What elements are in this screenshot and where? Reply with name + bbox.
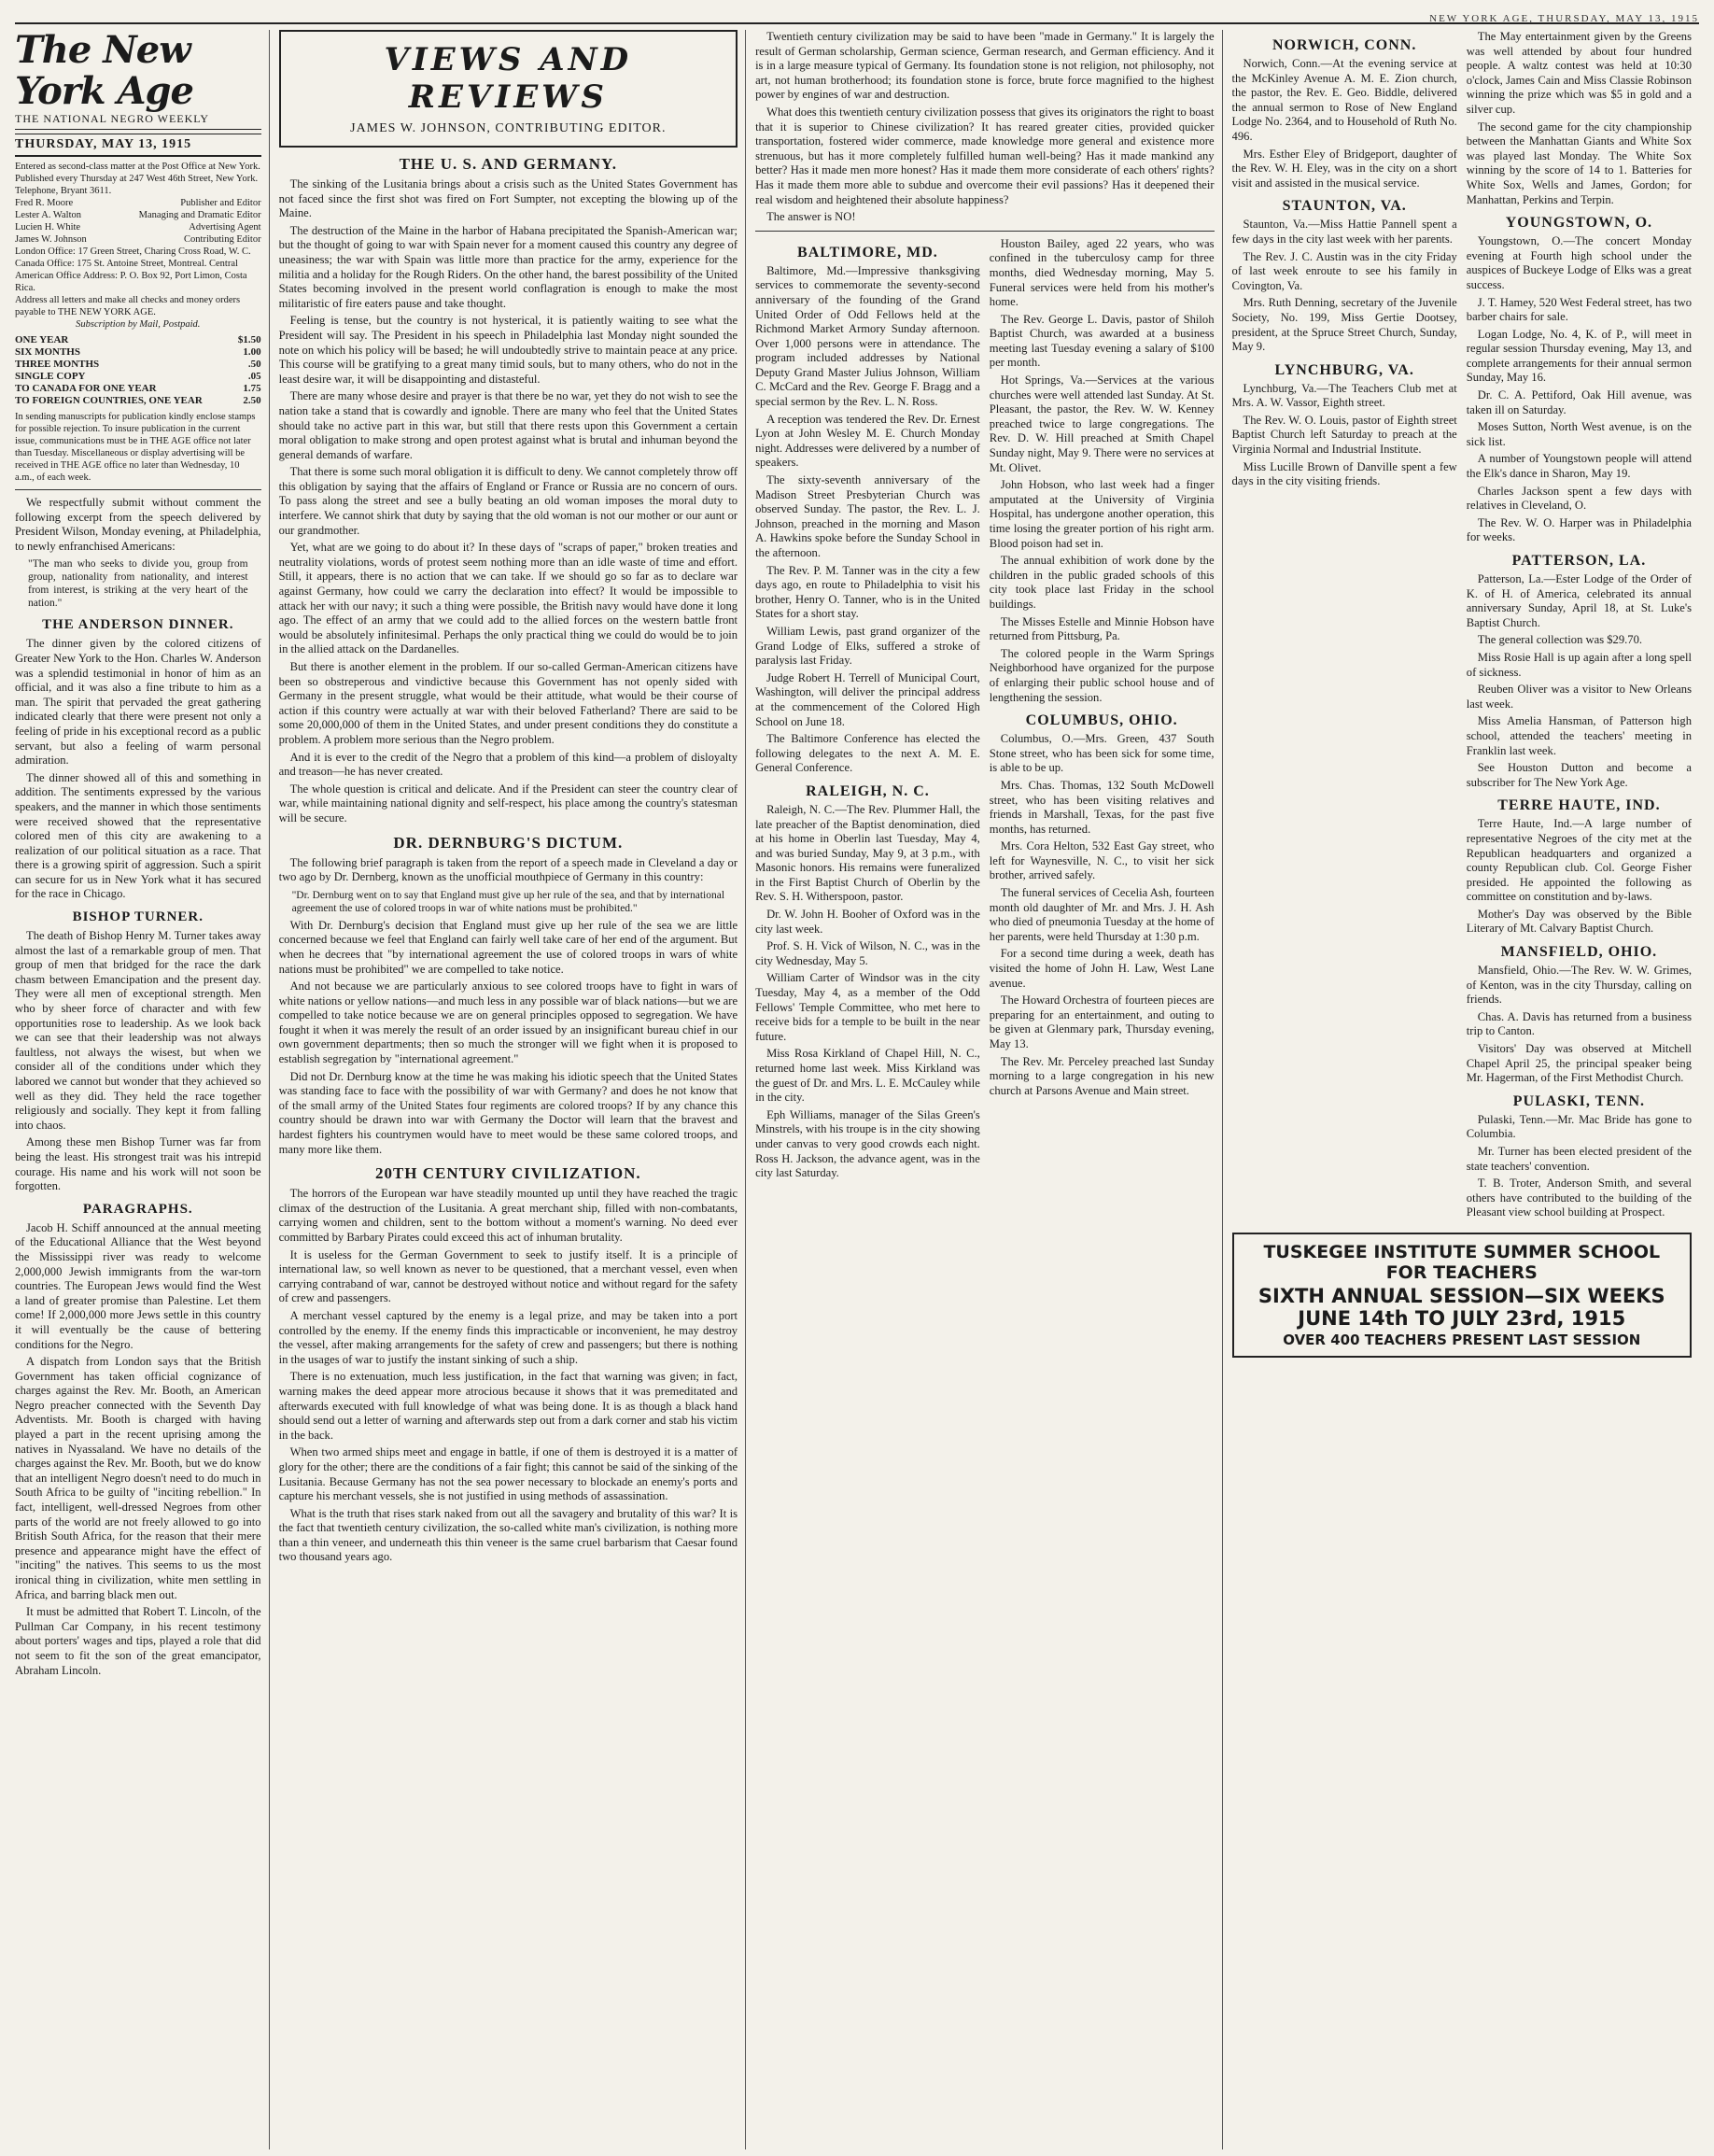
local-notes <box>990 237 1215 371</box>
staff-row <box>15 197 261 209</box>
staff-role: Managing and Dramatic Editor <box>138 210 261 220</box>
rate-label: SINGLE COPY <box>15 371 86 382</box>
paragraph: The Rev. P. M. Tanner was in the city a few days ago, en route to Philadelphia to visit his brother, Henry O. Tanner, who is in the United States for a short stay. <box>755 563 980 621</box>
paragraph: Mr. Turner has been elected president of the state teachers' convention. <box>1466 1145 1693 1173</box>
paragraph: Mother's Day was observed by the Bible Literary of Mt. Calvary Baptist Church. <box>1466 907 1693 936</box>
rate-row <box>15 371 261 383</box>
staff-list <box>15 197 261 246</box>
paragraph: And it is ever to the credit of the Negro that a problem of this kind—a problem of disloyalty and treason—he has never created. <box>278 750 738 779</box>
rate-row <box>15 359 261 371</box>
entertainment-notes <box>1467 30 1692 207</box>
paragraph: Did not Dr. Dernburg know at the time he was making his idiotic speech that the United States was standing face to face with the possibility of war with Germany? and does he not know that of the small army of the United States four regiments are colored troops? If by any chance this country should be drawn into war with Germany the Doctor will learn that the bravest and hardest fighters his countrymen would have to meet would be these same colored troops, and many more like them. <box>278 1069 738 1156</box>
youngstown-body <box>1467 234 1692 545</box>
paragraph: Patterson, La.—Ester Lodge of the Order of K. of H. of America, celebrated its annual anniversary Sunday, April 18, at St. Luke's Baptist Church. <box>1466 572 1693 629</box>
paragraph: The whole question is critical and delicate. And if the President can steer the country clear of war, while maintaining national dignity and self-respect, his place among the country's statesman will be secure. <box>278 782 738 824</box>
rate-row <box>15 346 261 359</box>
column-1 <box>15 30 270 2149</box>
baltimore-heading: BALTIMORE, MD. <box>797 244 938 261</box>
submission-notice: In sending manuscripts for publication kindly enclose stamps for possible rejection. To insure publication in the current issue, communications must be in THE AGE office not later than Tuesday. Miscellaneous or display advertising will be received in THE AGE office no later than Wednesday, 10 a.m., of each week. <box>15 412 256 483</box>
staunton-heading: STAUNTON, VA. <box>1282 198 1407 215</box>
column-3-split <box>755 237 1214 1184</box>
paragraph: The death of Bishop Henry M. Turner takes away almost the last of a remarkable group of men. That group of men that bridged for the race the dark chasm between Emancipation and the present day. They were all men of exceptional strength. Men who by sheer force of character and with few opportunities rose to leadership. As we look back we can see that their leadership was not always faultless, not always the wisest, but when we consider all of the conditions under which they labored we cannot but wonder that they achieved so well as they did. They held the race together religiously and socially. They kept it from falling into chaos. <box>15 929 261 1132</box>
paragraph: Visitors' Day was observed at Mitchell Chapel April 25, the principal speaker being Mr. Hagerman, of the First Methodist Church. <box>1466 1042 1693 1085</box>
paragraph: Mansfield, Ohio.—The Rev. W. W. Grimes, of Kenton, was in the city Thursday, calling on friends. <box>1466 964 1693 1007</box>
paragraph: Mrs. Ruth Denning, secretary of the Juvenile Society, No. 199, Miss Gertie Dootsey, president, at the Spruce Street Church, Sunday, May 9. <box>1231 296 1457 354</box>
views-reviews-byline: JAMES W. JOHNSON, CONTRIBUTING EDITOR. <box>350 121 667 135</box>
paragraph: The destruction of the Maine in the harbor of Habana precipitated the Spanish-American war; but the thought of going to war with Spain never for a moment caused this country any degree of uneasiness; the war with Spain was little more than practice for the army, experience for the militia and a holiday for the Rough Riders. On the other hand, the barest possibility of the United States becoming involved in the present world conflagration is enough to make the most militaristic of fire eaters pause and take thought. <box>278 223 738 310</box>
column-2 <box>279 30 746 2149</box>
paragraph: That there is some such moral obligation it is difficult to deny. We cannot completely throw off this obligation by saying that the affairs of England or France or Russia are no concern of ours. To pass along the street and see a bully beating an old woman imposes the moral duty to interfere. We cannot shirk that duty by saying that the old woman is not our mother or our aunt or our grandmother. <box>278 465 738 537</box>
paragraph: A merchant vessel captured by the enemy is a legal prize, and may be taken into a port controlled by the enemy. If the enemy finds this impracticable or inconvenient, he may destroy the vessel, after making arrangements for the safety of crew and passengers; but there is nothing in the usages of war to justify the instant sinking of such a ship. <box>278 1308 738 1366</box>
paragraphs-body <box>15 1221 261 1678</box>
staff-name: James W. Johnson <box>15 234 87 245</box>
patterson-heading: PATTERSON, LA. <box>1511 553 1647 569</box>
paragraph: Youngstown, O.—The concert Monday evening at Fourth high school under the auspices of Buckeye Lodge of Elks was a great success. <box>1466 234 1693 291</box>
rate-price: 1.75 <box>243 383 261 394</box>
staunton-body <box>1232 218 1457 354</box>
top-strip: NEW YORK AGE, THURSDAY, MAY 13, 1915 <box>15 13 1699 24</box>
column-4-split <box>1232 30 1692 1223</box>
column-3-right <box>990 237 1215 1184</box>
paragraph: Reuben Oliver was a visitor to New Orleans last week. <box>1466 683 1693 711</box>
civilization-body <box>279 1187 738 1565</box>
turner-body <box>15 929 261 1194</box>
paragraph: Dr. W. John H. Booher of Oxford was in the city last week. <box>755 908 980 936</box>
staff-row <box>15 209 261 221</box>
column-3 <box>755 30 1222 2149</box>
paragraph: Jacob H. Schiff announced at the annual meeting of the Educational Alliance that the West beyond the Mississippi river was ready to welcome 2,000,000 Jewish immigrants from the war-torn countries. The European Jews would find the West a land of greater promise than Palestine. Let them come! If 2,000,000 more Jews settle in this country it will eventually be the cause of bettering conditions for the Negro. <box>15 1220 261 1351</box>
dernburg-intro: The following brief paragraph is taken from the report of a speech made in Cleveland a day or two ago by Dr. Dernberg, known as the unofficial mouthpiece of Germany in this country: <box>278 855 738 884</box>
staff-role: Publisher and Editor <box>180 198 261 208</box>
rates-table <box>15 334 261 407</box>
youngstown-heading: YOUNGSTOWN, O. <box>1505 215 1653 232</box>
paragraph: Hot Springs, Va.—Services at the various churches were well attended last Sunday. At St. Pleasant, the pastor, the Rev. W. W. Kenney preached twice to large congregations. The Rev. D. W. Hill preached at Smith Chapel Sunday night, May 9. There were no services at Mt. Olivet. <box>989 373 1215 474</box>
hot-springs-body <box>990 373 1215 705</box>
wilson-quote: "The man who seeks to divide you, group from group, nationality from nationality, and interest from interest, is striking at the very heart of the nation." <box>28 558 248 610</box>
paragraph: Raleigh, N. C.—The Rev. Plummer Hall, the late preacher of the Baptist denomination, died at his home in Oberlin last Tuesday, May 4, and was buried Sunday, May 9, at 3 p.m., with Masonic honors. His remains were funeralized in the First Baptist Church of Oberlin by the Rev. S. H. Witherspoon, pastor. <box>755 802 980 904</box>
paragraph: T. B. Troter, Anderson Smith, and several others have contributed to the building of the Pleasant view school building at Prospect. <box>1466 1177 1693 1219</box>
paragraph: The Rev. W. O. Louis, pastor of Eighth street Baptist Church left Saturday to preach at the Virginia Normal and Industrial Institute. <box>1231 413 1457 457</box>
pulaski-body <box>1467 1113 1692 1220</box>
paragraph: The Rev. W. O. Harper was in Philadelphia for weeks. <box>1466 515 1693 544</box>
norwich-body <box>1232 57 1457 190</box>
paragraph: Mrs. Chas. Thomas, 132 South McDowell street, who has been visiting relatives and friends in Marshall, Texas, for the past five months, has returned. <box>989 778 1215 836</box>
columns <box>15 30 1699 2149</box>
lynchburg-body <box>1232 382 1457 489</box>
paragraph: William Lewis, past grand organizer of the Grand Lodge of Elks, suffered a stroke of paralysis last Friday. <box>755 624 980 668</box>
staff-name: Lester A. Walton <box>15 210 81 220</box>
paragraph: The second game for the city championship between the Manhattan Giants and White Sox was played last Monday. The White Sox winning by the score of 14 to 1. Batteries for White Sox, Wells and James, Gordon; for Manhattan, Perkins and Terpin. <box>1466 120 1693 206</box>
paragraph: Houston Bailey, aged 22 years, who was confined in the tuberculosy camp for three months, died Wednesday morning, May 5. Funeral services were held from his mother's home. <box>989 236 1215 309</box>
dernburg-body <box>279 919 738 1158</box>
paragraph: John Hobson, who last week had a finger amputated at the University of Virginia Hospital, has undergone another operation, this time losing the greater portion of his right arm. Blood poison had set in. <box>989 478 1215 550</box>
address-note: Address all letters and make all checks and money orders payable to THE NEW YORK AGE. <box>15 295 241 317</box>
rate-price: 2.50 <box>243 395 261 406</box>
rate-price: .50 <box>247 359 261 370</box>
tuskegee-session: SIXTH ANNUAL SESSION—SIX WEEKS <box>1257 1284 1665 1307</box>
paragraph: The annual exhibition of work done by the children in the public graded schools of this city took place last Friday in the school buildings. <box>989 554 1215 611</box>
paragraph: When two armed ships meet and engage in battle, if one of them is destroyed it is a matter of glory for the other; there are the conditions of a fair fight; this cannot be said of the sinking of the Lusitania. Because Germany has not the sea power necessary to blockade an enemy's ports and capture his merchant vessels, she is not justified in using methods of assassination. <box>278 1445 738 1503</box>
paragraph: Charles Jackson spent a few days with relatives in Cleveland, O. <box>1466 484 1693 513</box>
paragraph: Mrs. Cora Helton, 532 East Gay street, who left for Waynesville, N. C., to visit her sick brother, arrived safely. <box>989 839 1215 882</box>
paragraph: For a second time during a week, death has visited the home of John H. Law, West Lane avenue. <box>989 947 1215 990</box>
paragraph: There is no extenuation, much less justification, in the fact that warning was given; in fact, warning makes the deed appear more atrocious because it shows that it was premeditated and afterwards executed with full knowledge of what was being done. It is as though a black hand should send out a letter of warning and afterwards step out from a dark corner and stab his victim in the back. <box>278 1370 738 1442</box>
paragraph: The Rev. George L. Davis, pastor of Shiloh Baptist Church, was awarded at a business meeting last Tuesday evening a salary of $100 per month. <box>989 312 1215 370</box>
paragraph: The answer is NO! <box>766 210 856 224</box>
dernburg-quote: "Dr. Dernburg went on to say that England must give up her rule of the sea, and that by international agreement the use of colored troops in war of white nations must be prohibited." <box>291 889 725 914</box>
dernburg-heading: DR. DERNBURG'S DICTUM. <box>393 833 624 852</box>
rate-label: TO FOREIGN COUNTRIES, ONE YEAR <box>15 395 203 406</box>
paragraph: The dinner given by the colored citizens of Greater New York to the Hon. Charles W. Anderson was a splendid testimonial in honor of him as an official, and it was also a fine tribute to him as a man. The spirit that pervaded the great gathering indicated clearly that there were present not only a feeling of pride in his exceptional record as a public servant, but also a feeling of warm personal admiration. <box>15 637 261 768</box>
paragraph: The dinner showed all of this and something in addition. The sentiments expressed by the various speakers, and the manner in which those sentiments were received showed that the representative colored men of this city are awakening to a realization of our political situation as a race. That there is a growing spirit of aggression. Such a spirit can secure for us in New York what it has secured for the race in Chicago. <box>15 770 261 901</box>
views-reviews-banner <box>279 30 738 148</box>
rate-label: THREE MONTHS <box>15 359 100 370</box>
paragraph: The sixty-seventh anniversary of the Madison Street Presbyterian Church was observed Sunday. The pastor, the Rev. L. J. Johnson, preached in the morning and Mason A. Hawkins spoke before the Sunday School in the afternoon. <box>755 473 980 559</box>
wilson-intro: We respectfully submit without comment the following excerpt from the speech delivered by President Wilson, Monday evening, at Philadelphia, to newly enfranchised Americans: <box>15 496 261 553</box>
germany-heading: THE U. S. AND GERMANY. <box>399 155 618 173</box>
paragraph: And not because we are particularly anxious to see colored troops have to fight in wars of white nations or yellow nations—and much less in any possible war of black nations—but we are compelled to take notice because we are on general principles opposed to segregation. We have fought it when it was merely the result of an order issued by an insignificant bureau chief in our own government departments; then so much the stronger will we fight when it is proposed to establish segregation by "international agreement." <box>278 979 738 1066</box>
paragraph: Norwich, Conn.—At the evening service at the McKinley Avenue A. M. E. Zion church, the pastor, the Rev. E. Geo. Biddle, delivered the annual sermon to Rose of New England Lodge No. 2364, and to Household of Ruth No. 496. <box>1231 57 1457 143</box>
rate-row <box>15 383 261 395</box>
paragraph: Prof. S. H. Vick of Wilson, N. C., was in the city Wednesday, May 5. <box>755 939 980 967</box>
paragraph: The funeral services of Cecelia Ash, fourteen month old daughter of Mr. and Mrs. J. H. Ash who died of pneumonia Tuesday at the home of her parents, were held Thursday at 1:30 p.m. <box>989 886 1215 943</box>
subs-title: Subscription by Mail, Postpaid. <box>76 319 201 330</box>
civilization-heading: 20TH CENTURY CIVILIZATION. <box>374 1164 641 1183</box>
raleigh-body <box>755 803 980 1181</box>
paragraph: But there is another element in the problem. If our so-called German-American citizens have been so obstreperous and vindictive because this Government has not openly sided with Germany in the present struggle, what would be their attitude, what would be their course of action if this country were actually at war with their beloved Fatherland? There are said to be some 20,000,000 of them in the United States, and under present conditions they do constitute a problem. A problem more serious than the Negro problem. <box>278 660 738 746</box>
paragraph: The Baltimore Conference has elected the following delegates to the next A. M. E. General Conference. <box>755 732 980 775</box>
tuskegee-title: TUSKEGEE INSTITUTE SUMMER SCHOOL FOR TEACHERS <box>1263 1241 1661 1283</box>
mansfield-body <box>1467 964 1692 1086</box>
baltimore-body <box>755 264 980 776</box>
paragraph: Mrs. Esther Eley of Bridgeport, daughter of the Rev. W. H. Eley, was in the city on a short visit and assisted in the musical service. <box>1231 147 1457 190</box>
paragraph: Miss Rosa Kirkland of Chapel Hill, N. C., returned home last week. Miss Kirkland was the guest of Dr. and Mrs. L. E. McCauley while in the city. <box>755 1047 980 1105</box>
staff-role: Advertising Agent <box>189 222 261 233</box>
entry-note: Entered as second-class matter at the Post Office at New York. Published every Thursday at 247 West 46th Street, New York. Telephone, Bryant 3611. <box>15 162 260 196</box>
paragraph: Miss Rosie Hall is up again after a long spell of sickness. <box>1466 650 1693 679</box>
norwich-heading: NORWICH, CONN. <box>1272 37 1417 53</box>
paragraph: Miss Amelia Hansman, of Patterson high school, attended the teachers' meeting in Franklin last week. <box>1466 714 1693 757</box>
tuskegee-attendance: OVER 400 TEACHERS PRESENT LAST SESSION <box>1283 1331 1641 1348</box>
offices-note: London Office: 17 Green Street, Charing Cross Road, W. C. Canada Office: 175 St. Antoine Street, Montreal. Central American Office Address: P. O. Box 92, Port Limon, Costa Rica. <box>15 247 251 293</box>
paragraph: A reception was tendered the Rev. Dr. Ernest Lyon at John Wesley M. E. Church Monday night. Addresses were delivered by a number of speakers. <box>755 412 980 470</box>
staff-name: Fred R. Moore <box>15 198 74 208</box>
civilization-continued <box>755 30 1214 225</box>
paragraph: Yet, what are we going to do about it? In these days of "scraps of paper," broken treaties and neutrality violations, words of protest seem nothing more than an idle waste of time and effort. Still, it appears, there is no action that we can take. If we should go so far as to declare war against Germany, how could we carry the declaration into effect? It would be impossible to attack her with our navy; it such a thing were possible, the British navy would have done it long ago. The effect of an army that we could add to the allied forces on the western battle front would be absolutely infinitesimal. Perhaps the only practical thing we could do would be to join in the allied attack on the Dardanelles. <box>278 541 738 656</box>
newspaper-subtitle: THE NATIONAL NEGRO WEEKLY <box>15 112 261 130</box>
paragraph: What does this twentieth century civilization possess that gives its originators the right to boast that it is superior to Chinese civilization? It has reared greater cities, provided quicker transportation, fostered wider commerce, made knowledge more general and existence more strenuous, but has it more completely fulfilled human well-being? Has it made mankind any better? Has it made men more honest? Has it made them more considerate of each others' rights? Has it made them more able to subdue and overcome their evil passions? Has it deepened their real wisdom and heightened their absolute happiness? <box>755 105 1215 206</box>
column-4-left <box>1232 30 1457 1223</box>
columbus-body <box>990 732 1215 1098</box>
paragraph: The sinking of the Lusitania brings about a crisis such as the United States Government has not faced since the first shot was fired on Fort Sumpter, not excepting the blowing up of the Maine. <box>278 177 738 220</box>
paragraph: The colored people in the Warm Springs Neighborhood have organized for the purpose of enlarging their public school house and of lengthening the session. <box>989 646 1215 704</box>
tuskegee-advertisement <box>1232 1233 1692 1358</box>
tuskegee-dates: JUNE 14th TO JULY 23rd, 1915 <box>1298 1306 1626 1330</box>
issue-date: THURSDAY, MAY 13, 1915 <box>15 134 261 157</box>
paragraph: It must be admitted that Robert T. Lincoln, of the Pullman Car Company, in his recent testimony about porters' wages and tips, played a role that did not seem to fit the son of the great emancipator, Abraham Lincoln. <box>15 1605 261 1677</box>
paragraph: The horrors of the European war have steadily mounted up until they have reached the tragic climax of the destruction of the Lusitania. A great merchant ship, filled with non-combatants, carrying women and children, sent to the bottom without a moment's warning. No deed ever committed by Barbary Pirates could exceed this act of inhuman brutality. <box>278 1187 738 1244</box>
paragraph: A dispatch from London says that the British Government has taken official cognizance of charges against the Rev. Mr. Booth, an American Negro preacher connected with the Seventh Day Adventists. Mr. Booth is charged with having played a part in the recent uprising among the natives in Nyassaland. We have no details of the charges against the Rev. Mr. Booth, but we do know that an intelligent Negro doesn't need to do much in South Africa to be guilty of "inciting rebellion." In fact, intelligent, well-dressed Negroes from other parts of the world are not freely allowed to go into British South Africa, for the reason that their mere presence and appearance might have the effect of "inciting" the natives. This seems to us the most ironical thing in civilization, white men settling in Africa, and barring black men out. <box>15 1355 261 1601</box>
column-4-right <box>1467 30 1692 1223</box>
germany-body <box>279 177 738 826</box>
anderson-heading: THE ANDERSON DINNER. <box>42 617 234 633</box>
paragraph: Judge Robert H. Terrell of Municipal Court, Washington, will deliver the principal address at the commencement of the Colored High School on June 18. <box>755 670 980 728</box>
paragraph: There are many whose desire and prayer is that there be no war, yet they do not wish to see the nation take a stand that is cowardly and ignoble. There are many who feel that the United States should take no active part in this war, but still that there rests upon this Government a certain moral obligation to make strong and open protest against what is brutal and inhuman beyond the general demands of warfare. <box>278 389 738 461</box>
paragraph: It is useless for the German Government to seek to justify itself. It is a principle of international law, so well known as never to be questioned, that a merchant vessel, even when carrying contraband of war, cannot be destroyed without notice and without regard for the safety of crew and passengers. <box>278 1247 738 1305</box>
pulaski-heading: PULASKI, TENN. <box>1512 1092 1646 1109</box>
views-reviews-title: VIEWS AND REVIEWS <box>384 41 633 116</box>
rate-label: ONE YEAR <box>15 334 69 345</box>
paragraph: The general collection was $29.70. <box>1477 633 1643 647</box>
staff-row <box>15 221 261 233</box>
terre-haute-heading: TERRE HAUTE, IND. <box>1497 797 1661 814</box>
rate-row <box>15 395 261 407</box>
masthead <box>15 30 261 157</box>
paragraph: The May entertainment given by the Greens was well attended by about four hundred people. A waltz contest was held at 10:30 o'clock, James Cain and Miss Classie Robinson winning the prize which was $5 in gold and a silver cup. <box>1466 30 1693 116</box>
rate-label: TO CANADA FOR ONE YEAR <box>15 383 157 394</box>
paragraph: Moses Sutton, North West avenue, is on the sick list. <box>1466 420 1693 448</box>
column-4 <box>1232 30 1699 2149</box>
paragraph: Miss Lucille Brown of Danville spent a few days in the city visiting friends. <box>1231 459 1457 488</box>
column-3-left <box>755 237 980 1184</box>
mansfield-heading: MANSFIELD, OHIO. <box>1500 944 1658 961</box>
paragraph: Chas. A. Davis has returned from a business trip to Canton. <box>1466 1009 1693 1038</box>
raleigh-heading: RALEIGH, N. C. <box>806 782 930 799</box>
paragraph: Terre Haute, Ind.—A large number of representative Negroes of the city met at the Republican headquarters and organized a county Republican club. Col. George Fisher presided. He appointed the following as committee on constitution and by-laws. <box>1466 817 1693 904</box>
paragraph: J. T. Hamey, 520 West Federal street, has two barber chairs for sale. <box>1466 295 1693 324</box>
rate-price: .05 <box>247 371 261 382</box>
anderson-body <box>15 637 261 902</box>
paragraph: Columbus, O.—Mrs. Green, 437 South Stone street, who has been sick for some time, is able to be up. <box>989 732 1215 775</box>
paragraph: Dr. C. A. Pettiford, Oak Hill avenue, was taken ill on Saturday. <box>1466 388 1693 416</box>
paragraph: Staunton, Va.—Miss Hattie Pannell spent a few days in the city last week with her parents. <box>1231 218 1457 246</box>
newspaper-name: The New York Age <box>15 30 193 113</box>
rate-label: SIX MONTHS <box>15 346 80 358</box>
paragraph: With Dr. Dernburg's decision that England must give up her rule of the sea we are little concerned because we feel that England can fairly well take care of her end of the argument. But when he decrees that "by international agreement the use of colored troops in wars of white nations must be prohibited" we are compelled to take notice. <box>278 918 738 976</box>
turner-heading: BISHOP TURNER. <box>72 909 204 925</box>
publication-info <box>15 161 261 484</box>
patterson-body <box>1467 572 1692 790</box>
paragraph: The Rev. Mr. Perceley preached last Sunday morning to a large congregation in his new church at Parsons Avenue and Main street. <box>989 1054 1215 1097</box>
rate-price: 1.00 <box>243 346 261 358</box>
rate-row <box>15 334 261 346</box>
staff-row <box>15 233 261 246</box>
paragraph: Logan Lodge, No. 4, K. of P., will meet in regular session Thursday evening, May 13, and complete arrangements for their annual sermon Sunday, May 16. <box>1466 327 1693 385</box>
paragraph: Pulaski, Tenn.—Mr. Mac Bride has gone to Columbia. <box>1466 1112 1693 1141</box>
terre-haute-body <box>1467 817 1692 937</box>
paragraphs-heading: PARAGRAPHS. <box>82 1201 193 1217</box>
paragraph: See Houston Dutton and become a subscriber for The New York Age. <box>1466 761 1693 789</box>
paragraph: Baltimore, Md.—Impressive thanksgiving services to commemorate the seventy-second anniversary of the founding of the Grand United Order of Odd Fellows held at the Richmond Market Armory Sunday afternoon. Over 1,000 persons were in attendance. The program included addresses by National Deputy Grand Master Julius Johnson, William C. McCard and the Rev. George F. Bragg and a special sermon by the Rev. L. N. Ross. <box>755 263 980 409</box>
staff-role: Contributing Editor <box>184 234 261 245</box>
paragraph: Eph Williams, manager of the Silas Green's Minstrels, with his troupe is in the city showing under canvas to very good crowds each night. Ross H. Jackson, the advance agent, was in the city last Saturday. <box>755 1107 980 1180</box>
paragraph: What is the truth that rises stark naked from out all the savagery and brutality of this war? It is the fact that twentieth century civilization, the so-called white man's civilization, is nothing more than a thin veneer, and underneath this thin veneer is the same cruel barbarism that Caesar found two thousand years ago. <box>278 1506 738 1564</box>
paragraph: The Rev. J. C. Austin was in the city Friday of last week enroute to see his family in Covington, Va. <box>1231 249 1457 292</box>
paragraph: Among these men Bishop Turner was far from being the least. His strongest trait was his intrepid courage. His name and his work will not soon be forgotten. <box>15 1135 261 1193</box>
paragraph: A number of Youngstown people will attend the Elk's dance in Sharon, May 19. <box>1466 452 1693 481</box>
paragraph: The Howard Orchestra of fourteen pieces are preparing for an entertainment, and outing to be given at Glenmary park, Thursday evening, May 13. <box>989 993 1215 1050</box>
columbus-heading: COLUMBUS, OHIO. <box>1025 712 1178 729</box>
lynchburg-heading: LYNCHBURG, VA. <box>1274 361 1414 378</box>
paragraph: The Misses Estelle and Minnie Hobson have returned from Pittsburg, Pa. <box>989 614 1215 643</box>
paragraph: Lynchburg, Va.—The Teachers Club met at Mrs. A. W. Vassor, Eighth street. <box>1231 381 1457 410</box>
paragraph: Twentieth century civilization may be said to have been "made in Germany." It is largely the result of German scholarship, German science, German research, and German efficiency. And it is in a large measure typical of Germany. Its foundation stone is not religion, not philosophy, not art, not human brotherhood; its foundation stone is force, brute force magnified to the highest power by engines of war and destruction. <box>755 30 1215 102</box>
staff-name: Lucien H. White <box>15 222 81 233</box>
rate-price: $1.50 <box>237 334 261 345</box>
paragraph: Feeling is tense, but the country is not hysterical, it is patiently waiting to see what the President will say. The President in his speech in Philadelphia last Monday night sounded the note on which his policy will be based; he will undoubtedly strive to maintain peace at any price. This course will be gratifying to a great many timid souls, but to many others, who do not in the least desire war, it will be disappointing and distasteful. <box>278 314 738 386</box>
paragraph: William Carter of Windsor was in the city Tuesday, May 4, as a member of the Odd Fellows' Temple Committee, who met here to receive bids for a temple to be built in the near future. <box>755 971 980 1043</box>
